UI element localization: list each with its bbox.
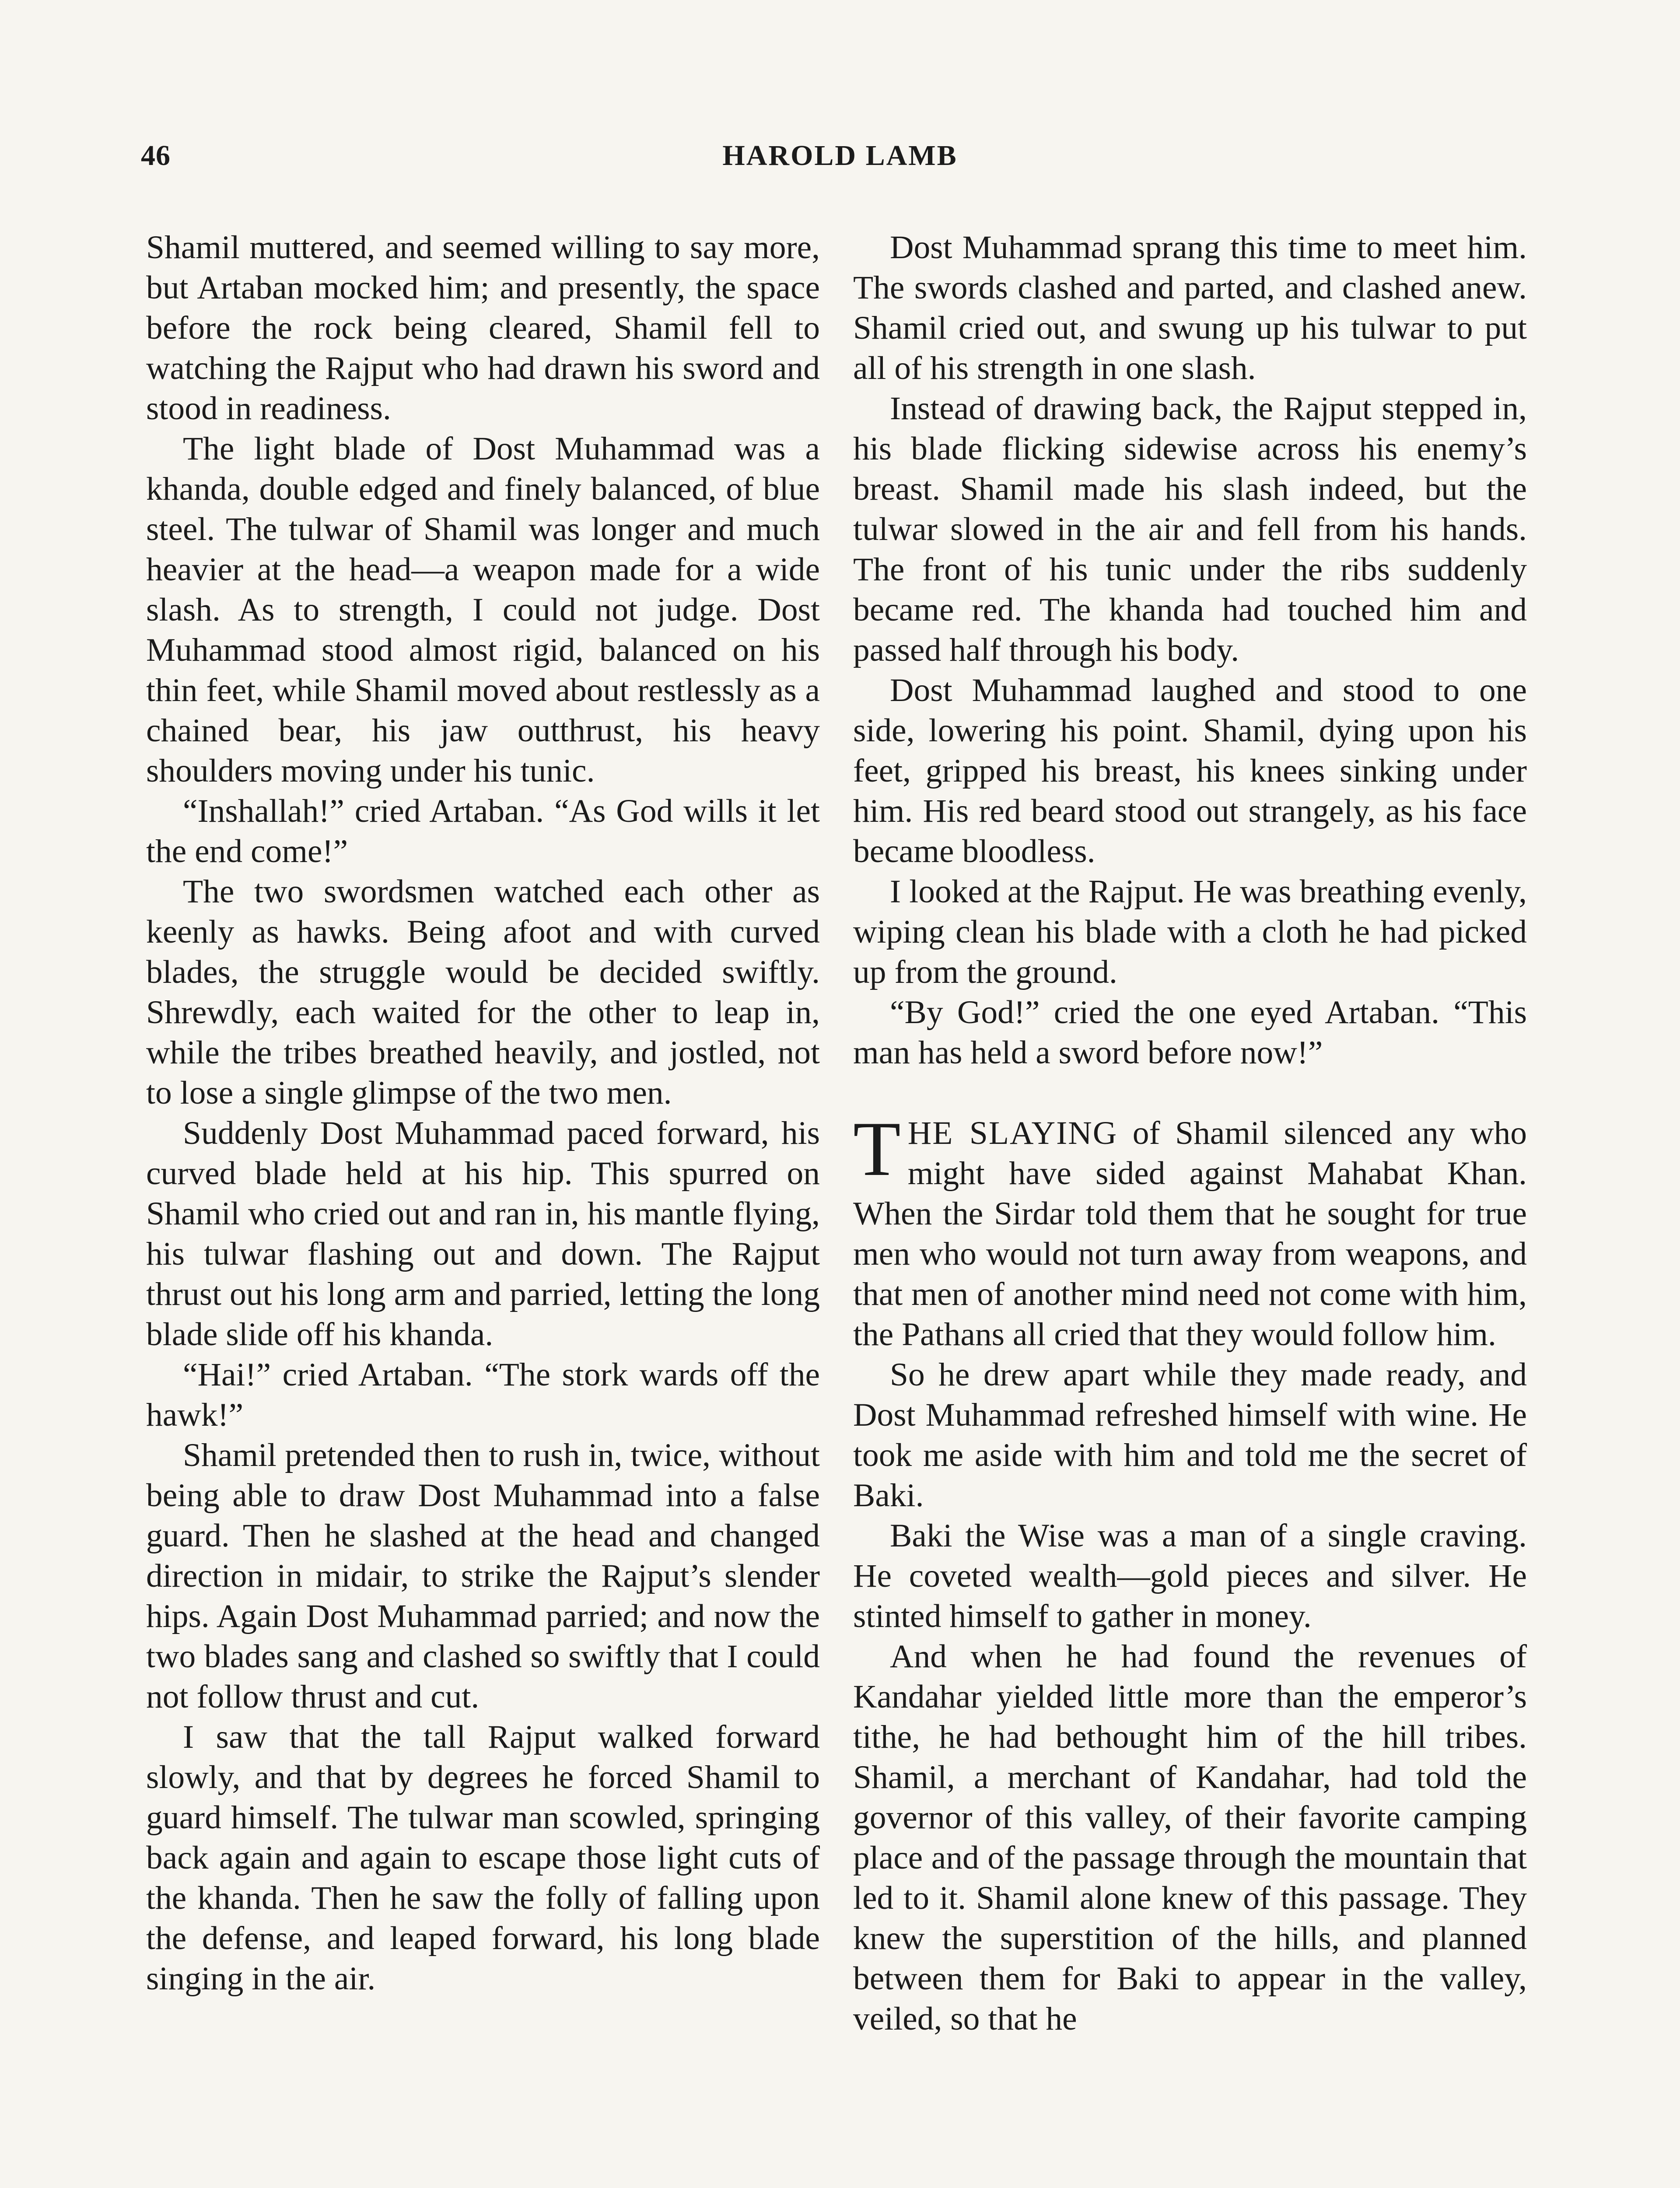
- paragraph: Dost Muhammad laughed and stood to one side, lowering his point. Shamil, dying upon his feet, gripped his breast, his knees sinking under him. His red beard stood out strangely, as his face became bloodless.: [853, 672, 1527, 870]
- paragraph: Instead of drawing back, the Rajput stepped in, his blade flicking sidewise across his enemy’s breast. Shamil made his slash indeed, but the tulwar slowed in the air and fell from his hands. The front of his tunic under the ribs suddenly became red. The khanda had touched him and passed half through his body.: [853, 390, 1527, 668]
- paragraph: Shamil muttered, and seemed willing to say more, but Artaban mocked him; and presently, the space before the rock being cleared, Shamil fell to watching the Rajput who had drawn his sword and stood in readiness.: [146, 229, 820, 427]
- paragraph: The two swordsmen watched each other as keenly as hawks. Being afoot and with curved blades, the struggle would be decided swiftly. Shrewdly, each waited for the other to leap in, while the tribes breathed heavily, and jostled, not to lose a single glimpse of the two men.: [146, 873, 820, 1111]
- paragraph: “Hai!” cried Artaban. “The stork wards off the hawk!”: [146, 1357, 820, 1433]
- paragraph: I looked at the Rajput. He was breathing evenly, wiping clean his blade with a cloth he had picked up from the ground.: [853, 873, 1527, 990]
- paragraph: I saw that the tall Rajput walked forward slowly, and that by degrees he forced Shamil to guard himself. The tulwar man scowled, springing back again and again to escape those light cuts of the khanda. Then he saw the folly of falling upon the defense, and leaped forward, his long blade singing in the air.: [146, 1719, 820, 1997]
- paragraph: Dost Muhammad sprang this time to meet him. The swords clashed and parted, and clashed anew. Shamil cried out, and swung up his tulwar to put all of his strength in one slash.: [853, 229, 1527, 386]
- paragraph: So he drew apart while they made ready, and Dost Muhammad refreshed himself with wine. He took me aside with him and told me the secret of Baki.: [853, 1357, 1527, 1514]
- running-head: HAROLD LAMB: [722, 140, 958, 172]
- section-opening-paragraph: [853, 1105, 1527, 1355]
- paragraph: Baki the Wise was a man of a single craving. He coveted wealth—gold pieces and silver. He stinted himself to gather in money.: [853, 1518, 1527, 1634]
- right-column: [853, 228, 1527, 2039]
- paragraph: Suddenly Dost Muhammad paced forward, his curved blade held at his hip. This spurred on Shamil who cried out and ran in, his mantle flying, his tulwar flashing out and down. The Rajput thrust out his long arm and parried, letting the long blade slide off his khanda.: [146, 1115, 820, 1353]
- paragraph: “By God!” cried the one eyed Artaban. “This man has held a sword before now!”: [853, 994, 1527, 1071]
- paragraph: “Inshallah!” cried Artaban. “As God wills it let the end come!”: [146, 793, 820, 870]
- section-lead: HE SLAYING: [907, 1115, 1118, 1151]
- section-lead-rest: of Shamil silenced any who might have sided against Mahabat Khan. When the Sirdar told them that he sought for true men who would not turn away from weapons, and that men of another mind need not come with him, the Pathans all cried that they would follow him.: [853, 1115, 1527, 1353]
- left-column: [146, 228, 820, 1999]
- paragraph: And when he had found the revenues of Kandahar yielded little more than the emperor’s tithe, he had bethought him of the hill tribes. Shamil, a merchant of Kandahar, had told the governor of this valley, of their favorite camping place and of the passage through the mountain that led to it. Shamil alone knew of this passage. They knew the superstition of the hills, and planned between them for Baki to appear in the valley, veiled, so that he: [853, 1638, 1527, 2037]
- paragraph: The light blade of Dost Muhammad was a khanda, double edged and finely balanced, of blue steel. The tulwar of Shamil was longer and much heavier at the head—a weapon made for a wide slash. As to strength, I could not judge. Dost Muhammad stood almost rigid, balanced on his thin feet, while Shamil moved about restlessly as a chained bear, his jaw outthrust, his heavy shoulders moving under his tunic.: [146, 431, 820, 789]
- paragraph: Shamil pretended then to rush in, twice, without being able to draw Dost Muhammad into a false guard. Then he slashed at the head and changed direction in midair, to strike the Rajput’s slender hips. Again Dost Muhammad parried; and now the two blades sang and clashed so swiftly that I could not follow thrust and cut.: [146, 1437, 820, 1715]
- drop-cap: T: [853, 1105, 901, 1192]
- page-number: 46: [141, 140, 171, 172]
